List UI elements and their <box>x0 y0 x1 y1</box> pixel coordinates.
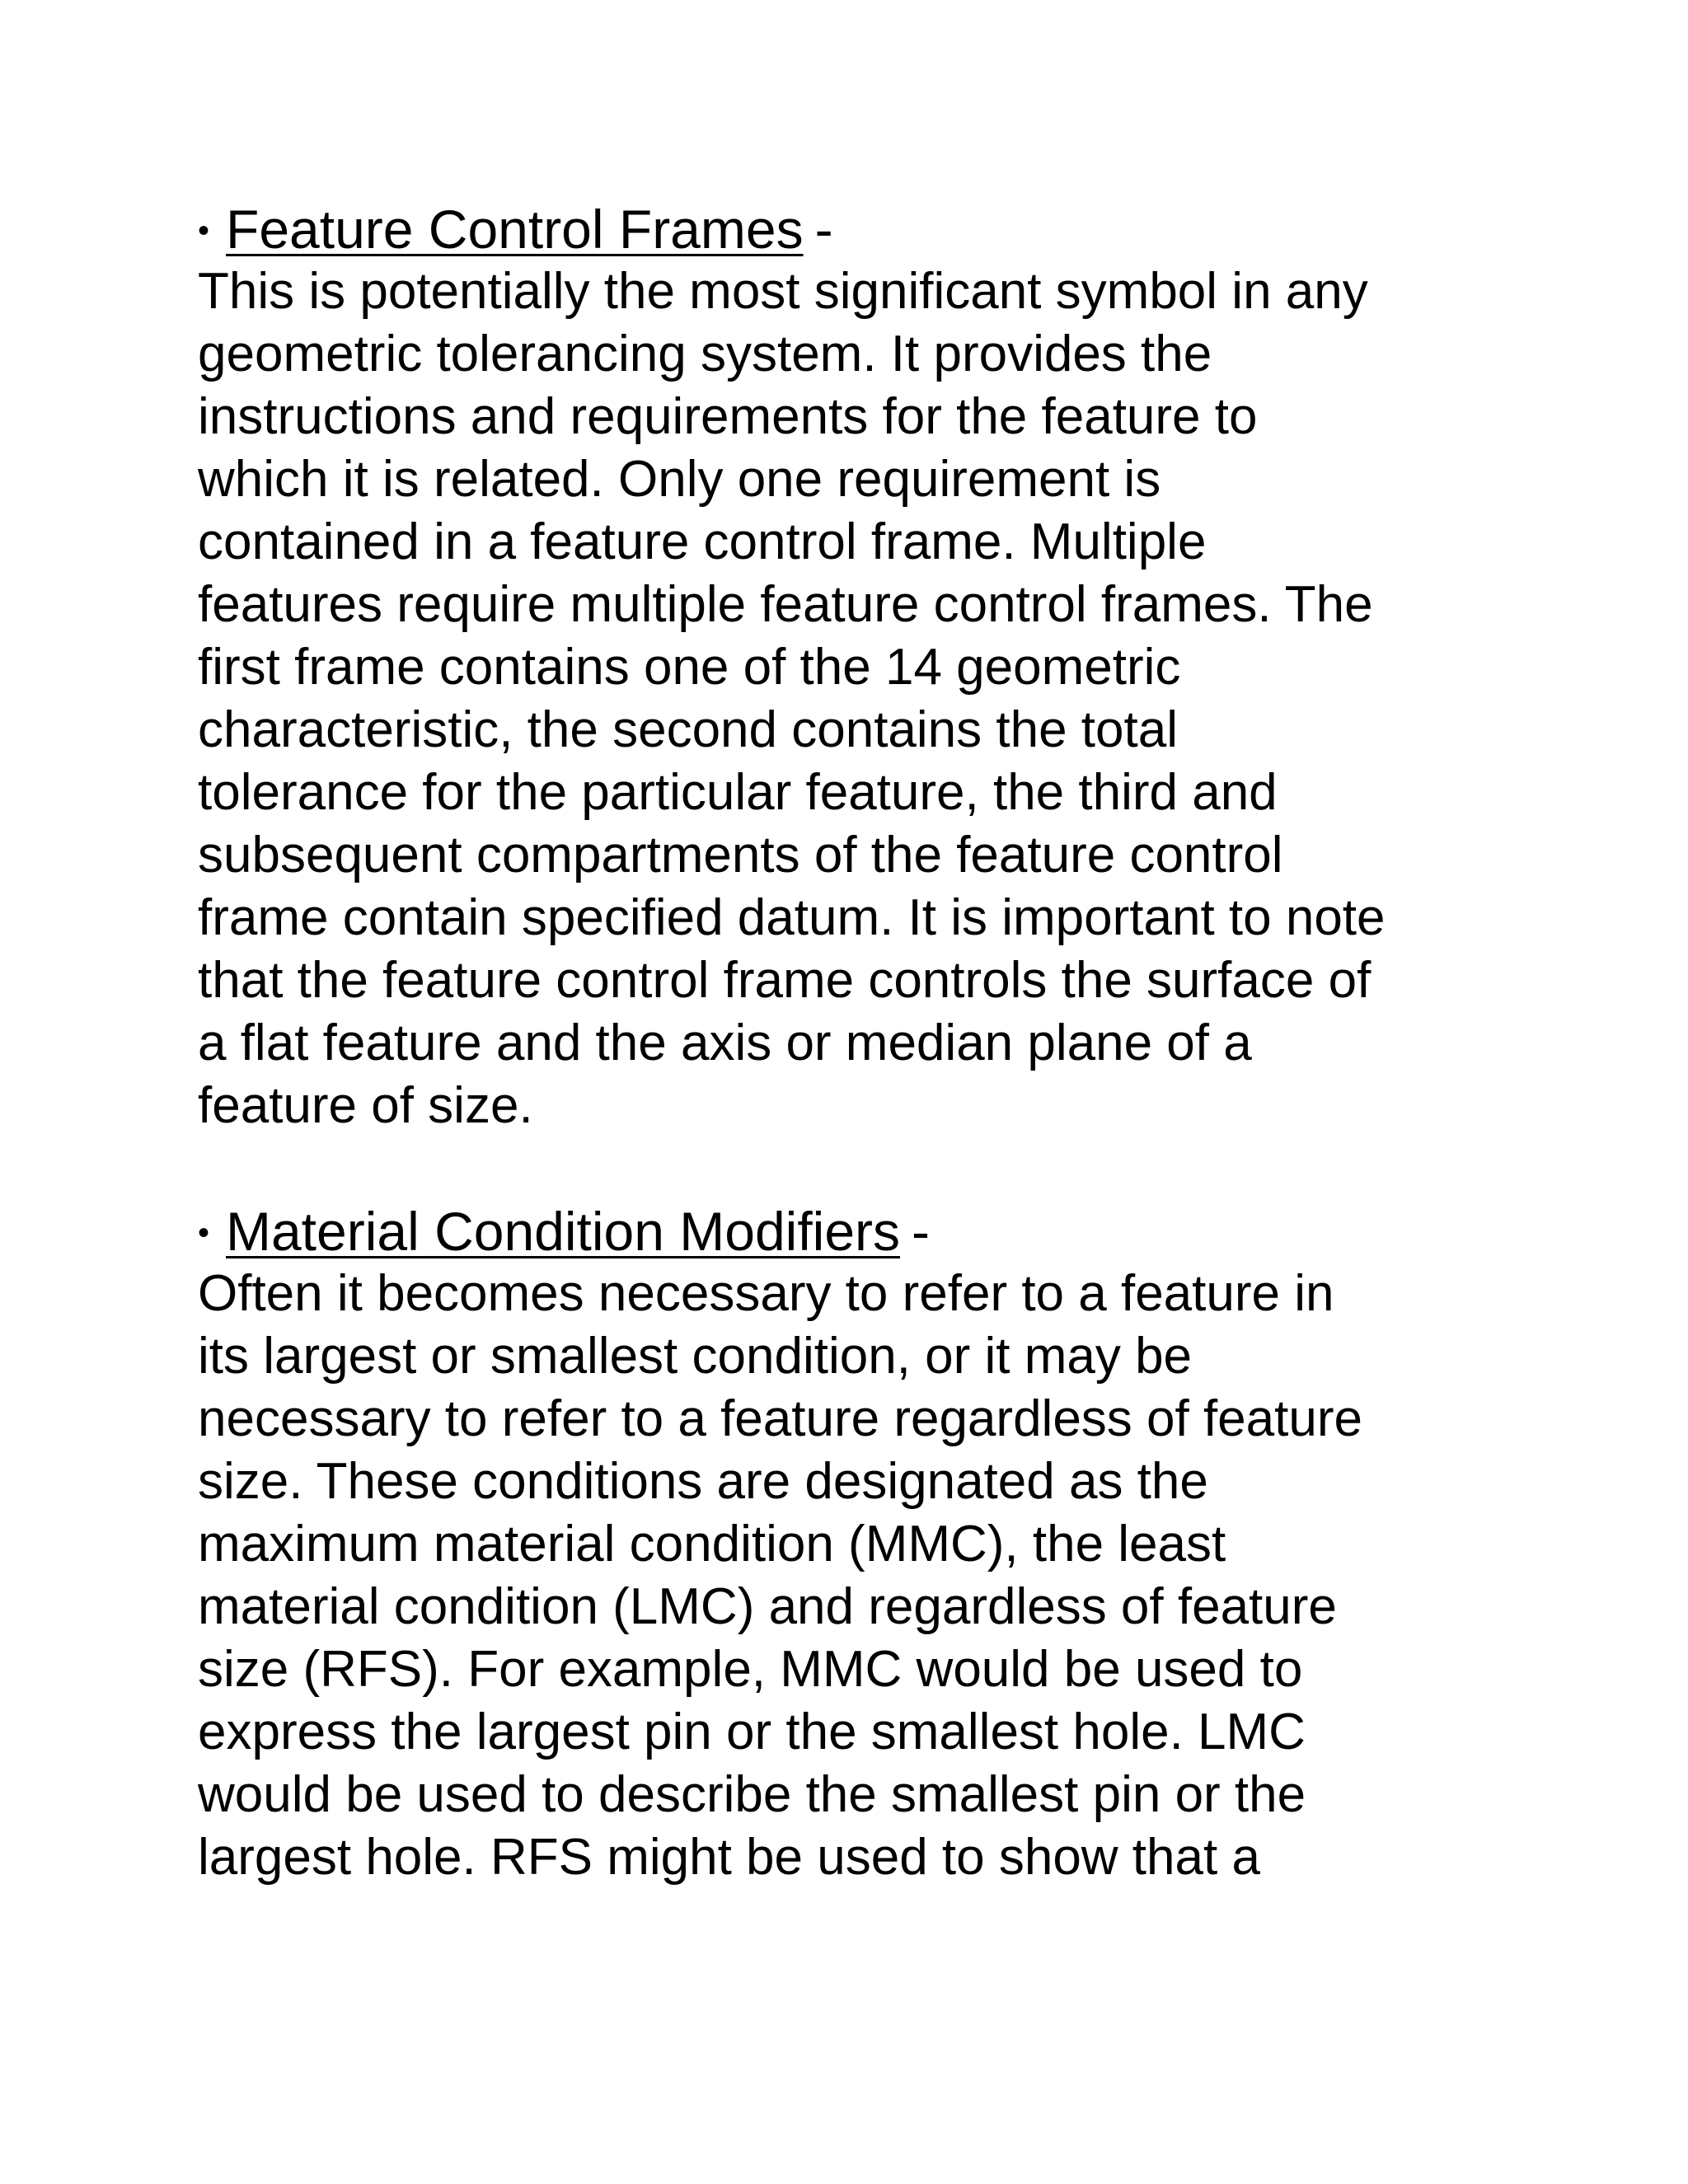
heading-dash: - <box>814 199 833 260</box>
body-line: which it is related. Only one requirement is <box>198 451 1161 508</box>
body-line: tolerance for the particular feature, the third and <box>198 764 1278 821</box>
section-heading <box>198 198 1500 260</box>
section-material-condition-modifiers <box>198 1200 1500 1889</box>
body-line: that the feature control frame controls the surface of <box>198 952 1372 1009</box>
body-line: necessary to refer to a feature regardless of feature <box>198 1390 1362 1447</box>
bullet-icon: • <box>198 1215 210 1251</box>
body-line: material condition (LMC) and regardless of feature <box>198 1578 1337 1635</box>
heading-dash: - <box>912 1201 930 1262</box>
body-line: size. These conditions are designated as the <box>198 1453 1208 1510</box>
body-line: size (RFS). For example, MMC would be used to <box>198 1641 1303 1698</box>
body-line: geometric tolerancing system. It provides the <box>198 326 1212 382</box>
body-line: feature of size. <box>198 1077 533 1134</box>
section-title: Material Condition Modifiers <box>226 1201 901 1262</box>
body-line: instructions and requirements for the feature to <box>198 388 1258 445</box>
body-line: would be used to describe the smallest pin or the <box>198 1766 1306 1823</box>
body-line: its largest or smallest condition, or it may be <box>198 1328 1193 1385</box>
body-line: subsequent compartments of the feature control <box>198 827 1283 883</box>
section-title: Feature Control Frames <box>226 199 804 260</box>
body-line: maximum material condition (MMC), the least <box>198 1516 1226 1572</box>
body-line: features require multiple feature control frames. The <box>198 576 1373 633</box>
body-line: contained in a feature control frame. Multiple <box>198 513 1207 570</box>
body-line: express the largest pin or the smallest hole. LMC <box>198 1704 1306 1760</box>
body-line: characteristic, the second contains the total <box>198 701 1178 758</box>
document-page <box>198 198 1500 1889</box>
body-line: This is potentially the most significant symbol in any <box>198 263 1368 320</box>
body-line: frame contain specified datum. It is important to note <box>198 889 1386 946</box>
body-line: first frame contains one of the 14 geometric <box>198 639 1181 696</box>
section-feature-control-frames <box>198 198 1500 1137</box>
bullet-icon: • <box>198 213 210 249</box>
section-heading <box>198 1200 1500 1263</box>
body-line: Often it becomes necessary to refer to a feature in <box>198 1265 1334 1322</box>
body-line: largest hole. RFS might be used to show that a <box>198 1829 1260 1886</box>
body-line: a flat feature and the axis or median plane of a <box>198 1015 1252 1071</box>
